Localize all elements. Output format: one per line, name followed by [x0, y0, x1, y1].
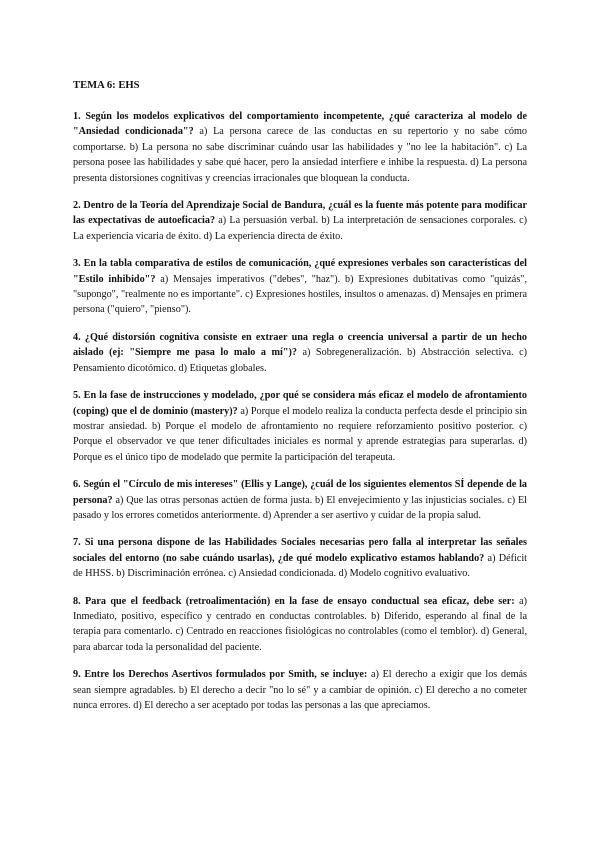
question-3-stem: 3. En la tabla comparativa de estilos de comunicación, ¿qué expresiones verbales son características del "Estilo inhibido"? — [73, 258, 527, 285]
question-9 — [73, 667, 527, 713]
question-7 — [73, 535, 527, 581]
question-1 — [73, 109, 527, 186]
question-4 — [73, 330, 527, 376]
question-6-stem: 6. Según el "Círculo de mis intereses" (Ellis y Lange), ¿cuál de los siguientes elementos SÍ depende de la persona? — [73, 479, 527, 506]
question-9-stem: 9. Entre los Derechos Asertivos formulados por Smith, se incluye: — [73, 669, 368, 681]
question-2-options: a) La persuasión verbal. b) La interpretación de sensaciones corporales. c) La experiencia vicaria de éxito. d) La experiencia directa de éxito. — [73, 215, 527, 242]
question-8-options: a) Inmediato, positivo, específico y centrado en conductas controlables. b) Diferido, esperando al final de la terapia para comentarlo. c) Centrado en reacciones fisiológicas no controlables (como el temblor). d) General, para abarcar toda la personalidad del paciente. — [73, 595, 527, 653]
question-5-stem: 5. En la fase de instrucciones y modelado, ¿por qué se considera más eficaz el modelo de afrontamiento (coping) que el de dominio (mastery)? — [73, 390, 527, 417]
question-5-options: a) Porque el modelo realiza la conducta perfecta desde el principio sin mostrar ansiedad. b) Porque el modelo de afrontamiento no requiere reforzamiento positivo posterior. c) Porque el observador ve que tener dificultades iniciales es normal y aprende estrategias para superarlas. d) Porque es el único tipo de modelado que permite la participación del terapeuta. — [73, 405, 527, 463]
question-6-options: a) Que las otras personas actúen de forma justa. b) El envejecimiento y las injusticias sociales. c) El pasado y los errores cometidos anteriormente. d) Aprender a ser asertivo y cuidar de la propia salud. — [73, 494, 527, 521]
question-8-stem: 8. Para que el feedback (retroalimentación) en la fase de ensayo conductual sea eficaz, debe ser: — [73, 595, 515, 607]
question-4-options: a) Sobregeneralización. b) Abstracción selectiva. c) Pensamiento dicotómico. d) Etiquetas globales. — [73, 347, 527, 374]
question-2-stem: 2. Dentro de la Teoría del Aprendizaje Social de Bandura, ¿cuál es la fuente más potente para modificar las expectativas de autoeficacia? — [73, 200, 527, 227]
question-1-stem: 1. Según los modelos explicativos del comportamiento incompetente, ¿qué caracteriza al modelo de "Ansiedad condicionada"? — [73, 111, 527, 138]
question-4-stem: 4. ¿Qué distorsión cognitiva consiste en extraer una regla o creencia universal a partir de un hecho aislado (ej: "Siempre me pasa lo malo a mí")? — [73, 331, 527, 359]
question-3 — [73, 256, 527, 318]
question-5 — [73, 388, 527, 465]
question-9-options: a) El derecho a exigir que los demás sean siempre agradables. b) El derecho a decir "no lo sé" y a cambiar de opinión. c) El derecho a no cometer nunca errores. d) El derecho a ser aceptado por todas las personas a las que apreciamos. — [73, 669, 527, 711]
question-3-options: a) Mensajes imperativos ("debes", "haz"). b) Expresiones dubitativas como "quizás", "supongo", "realmente no es importante". c) Expresiones hostiles, insultos o amenazas. d) Mensajes en primera persona ("quiero", "pienso"). — [73, 273, 528, 316]
question-8 — [73, 594, 527, 656]
page-title: TEMA 6: EHS — [73, 80, 140, 91]
question-6 — [73, 477, 527, 523]
question-1-options: a) La persona carece de las conductas en su repertorio y no sabe cómo comportarse. b) La persona no sabe discriminar cuándo usar las habilidades y "no lee la habitación". c) La persona posee las habilidades y sabe qué hacer, pero la ansiedad interfiere e inhibe la respuesta. d) La persona presenta distorsiones cognitivas y creencias irracionales que bloquean la conducta. — [73, 126, 527, 184]
question-7-options: a) Déficit de HHSS. b) Discriminación errónea. c) Ansiedad condicionada. d) Modelo cognitivo evaluativo. — [73, 552, 527, 580]
question-7-stem: 7. Si una persona dispone de las Habilidades Sociales necesarias pero falla al interpretar las señales sociales del entorno (no sabe cuándo usarlas), ¿de qué modelo explicativo estamos hablando? — [73, 537, 527, 564]
question-2 — [73, 198, 527, 244]
